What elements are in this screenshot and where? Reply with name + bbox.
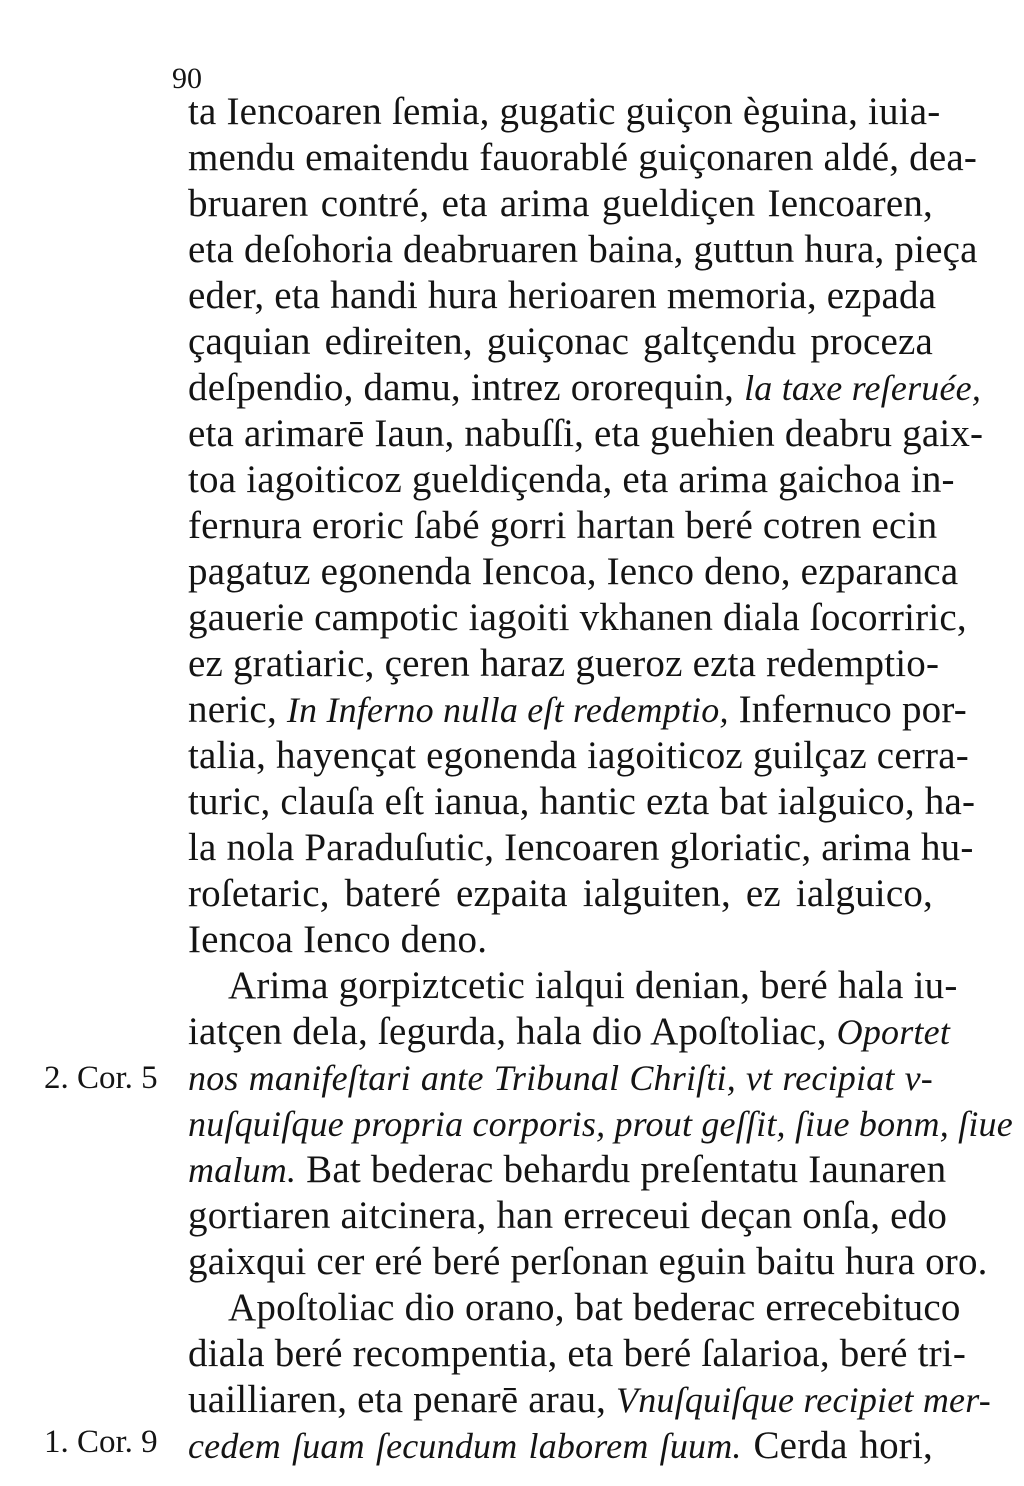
- italic-fragment: Oportet: [836, 1012, 951, 1052]
- italic-fragment: Vnuſquiſque recipiet mer-: [616, 1380, 991, 1420]
- margin-note: 1. Cor. 9: [44, 1424, 158, 1460]
- text-line: gaixqui cer eré beré perſonan eguin baitu hura oro.: [188, 1240, 988, 1283]
- text-line: roſetaric, bateré ezpaita ialguiten, ez ialguico,: [188, 872, 933, 915]
- text-line-mixed: [188, 1424, 933, 1468]
- text-line: la nola Paraduſutic, Iencoaren gloriatic, arima hu-: [188, 826, 974, 869]
- italic-fragment: la taxe reſeruée,: [744, 368, 982, 408]
- italic-fragment: In Inferno nulla eſt redemptio,: [286, 690, 729, 730]
- text-line: eta arimarē Iaun, nabuſſi, eta guehien deabru gaix-: [188, 412, 984, 455]
- text-line: eder, eta handi hura herioaren memoria, ezpada: [188, 274, 937, 317]
- text-line: çaquian edireiten, guiçonac galtçendu proceza: [188, 320, 933, 363]
- text-line: ez gratiaric, çeren haraz gueroz ezta redemptio-: [188, 642, 940, 685]
- text-line: talia, hayençat egonenda iagoiticoz guilçaz cerra-: [188, 734, 969, 777]
- text-fragment: Infernuco por-: [738, 688, 967, 731]
- margin-note: 2. Cor. 5: [44, 1060, 158, 1096]
- text-line: Apoſtoliac dio orano, bat bederac errecebituco: [228, 1286, 961, 1329]
- text-line: Arima gorpiztcetic ialqui denian, beré hala iu-: [228, 964, 958, 1007]
- text-line-mixed: [188, 1378, 991, 1422]
- text-fragment: Bat bederac behardu preſentatu Iaunaren: [306, 1148, 947, 1191]
- text-line: Iencoa Ienco deno.: [188, 918, 488, 961]
- text-line: bruaren contré, eta arima gueldiçen Iencoaren,: [188, 182, 933, 225]
- text-line: eta deſohoria deabruaren baina, guttun hura, pieça: [188, 228, 978, 271]
- page-number: 90: [172, 62, 202, 95]
- text-line: fernura eroric ſabé gorri hartan beré cotren ecin: [188, 504, 938, 547]
- text-line-mixed: [188, 688, 967, 732]
- text-fragment: Cerda hori,: [753, 1424, 933, 1467]
- text-line: turic, clauſa eſt ianua, hantic ezta bat ialguico, ha-: [188, 780, 976, 823]
- text-fragment: deſpendio, damu, intrez ororequin,: [188, 366, 735, 409]
- italic-fragment: malum.: [188, 1150, 297, 1190]
- text-line-mixed: [188, 366, 982, 410]
- text-line: toa iagoiticoz gueldiçenda, eta arima gaichoa in-: [188, 458, 955, 501]
- text-fragment: iatçen dela, ſegurda, hala dio Apoſtoliac,: [188, 1010, 827, 1053]
- text-line-mixed: [188, 1010, 951, 1054]
- text-line: gauerie campotic iagoiti vkhanen diala ſocorriric,: [188, 596, 967, 639]
- text-fragment: uailliaren, eta penarē arau,: [188, 1378, 607, 1421]
- text-line: pagatuz egonenda Iencoa, Ienco deno, ezparanca: [188, 550, 959, 593]
- text-line-italic: nuſquiſque propria corporis, prout geſſit, ſiue bonm, ſiue: [188, 1104, 1013, 1144]
- text-line-italic: nos manifeſtari ante Tribunal Chriſti, vt recipiat v-: [188, 1058, 933, 1098]
- italic-fragment: cedem ſuam ſecundum laborem ſuum.: [188, 1426, 742, 1466]
- text-line: mendu emaitendu fauorablé guiçonaren aldé, dea-: [188, 136, 978, 179]
- text-line: diala beré recompentia, eta beré ſalarioa, beré tri-: [188, 1332, 967, 1375]
- text-line: gortiaren aitcinera, han erreceui deçan onſa, edo: [188, 1194, 948, 1237]
- text-line-mixed: [188, 1148, 947, 1192]
- text-line: ta Iencoaren ſemia, gugatic guiçon èguina, iuia-: [188, 90, 941, 133]
- text-fragment: neric,: [188, 688, 277, 731]
